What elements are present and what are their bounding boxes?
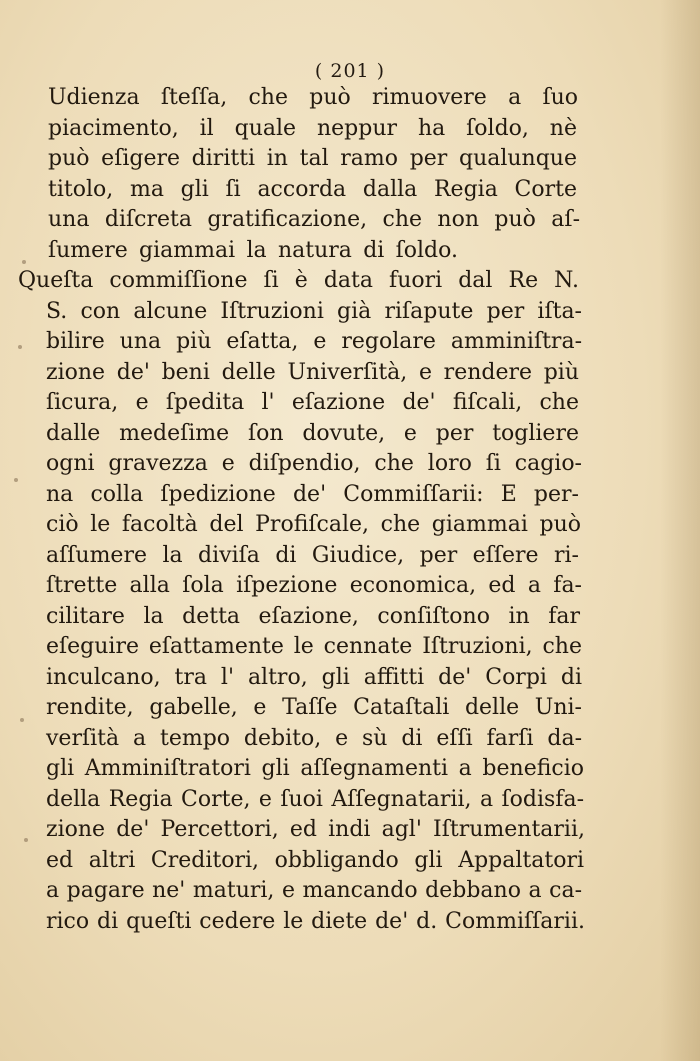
text-line: ſumere giammai la natura di ſoldo. (48, 238, 458, 263)
text-line: rendite, gabelle, e Taſſe Cataſtali delle Uni- (46, 695, 582, 720)
text-line: ſtrette alla ſola iſpezione economica, ed a fa- (46, 573, 582, 598)
text-line: ſicura, e ſpedita l' eſazione de' fiſcali, che (46, 390, 579, 415)
paper-speck (24, 838, 28, 842)
text-line: zione de' Percettori, ed indi agl' Iſtrumentarii, (46, 817, 585, 842)
text-line: ed altri Creditori, obbligando gli Appaltatori (46, 848, 584, 873)
text-line: Queſta commiſſione ſi è data fuori dal Re N. (18, 268, 579, 293)
text-line: eſeguire eſattamente le cennate Iſtruzioni, che (46, 634, 582, 659)
text-line: verſità a tempo debito, e sù di eſſi farſi da- (46, 726, 582, 751)
paper-speck (14, 478, 18, 482)
text-line: aſſumere la diviſa di Giudice, per eſſere ri- (46, 543, 579, 568)
text-line: rico di queſti cedere le diete de' d. Commiſſarii. (46, 909, 585, 934)
paper-speck (20, 718, 24, 722)
text-line: può eſigere diritti in tal ramo per qualunque (48, 146, 577, 171)
text-line: bilire una più eſatta, e regolare amminiſtra- (46, 329, 582, 354)
text-line: Udienza ſteſſa, che può rimuovere a ſuo (48, 85, 578, 110)
text-line: ogni gravezza e diſpendio, che loro ſi cagio- (46, 451, 582, 476)
text-line: na colla ſpedizione de' Commiſſarii: E per- (46, 482, 579, 507)
text-line: zione de' beni delle Univerſità, e rendere più (46, 360, 579, 385)
paper-speck (22, 260, 26, 264)
text-line: S. con alcune Iſtruzioni già riſapute per iſta- (46, 299, 582, 324)
text-line: piacimento, il quale neppur ha ſoldo, nè (48, 116, 577, 141)
page-edge-shadow (660, 0, 700, 1061)
text-line: gli Amminiſtratori gli aſſegnamenti a beneficio (46, 756, 584, 781)
text-line: una diſcreta gratificazione, che non può aſ- (48, 207, 580, 232)
paper-speck (18, 345, 22, 349)
page-number: ( 201 ) (314, 60, 386, 82)
text-line: a pagare ne' maturi, e mancando debbano a ca- (46, 878, 582, 903)
text-line: titolo, ma gli ſi accorda dalla Regia Corte (48, 177, 577, 202)
text-line: cilitare la detta eſazione, conſiſtono in far (46, 604, 580, 629)
text-line: ciò le facoltà del Profiſcale, che giammai può (46, 512, 581, 537)
text-line: della Regia Corte, e ſuoi Aſſegnatarii, a ſodisfa- (46, 787, 584, 812)
text-line: dalle medeſime ſon dovute, e per togliere (46, 421, 579, 446)
text-line: inculcano, tra l' altro, gli affitti de' Corpi di (46, 665, 582, 690)
